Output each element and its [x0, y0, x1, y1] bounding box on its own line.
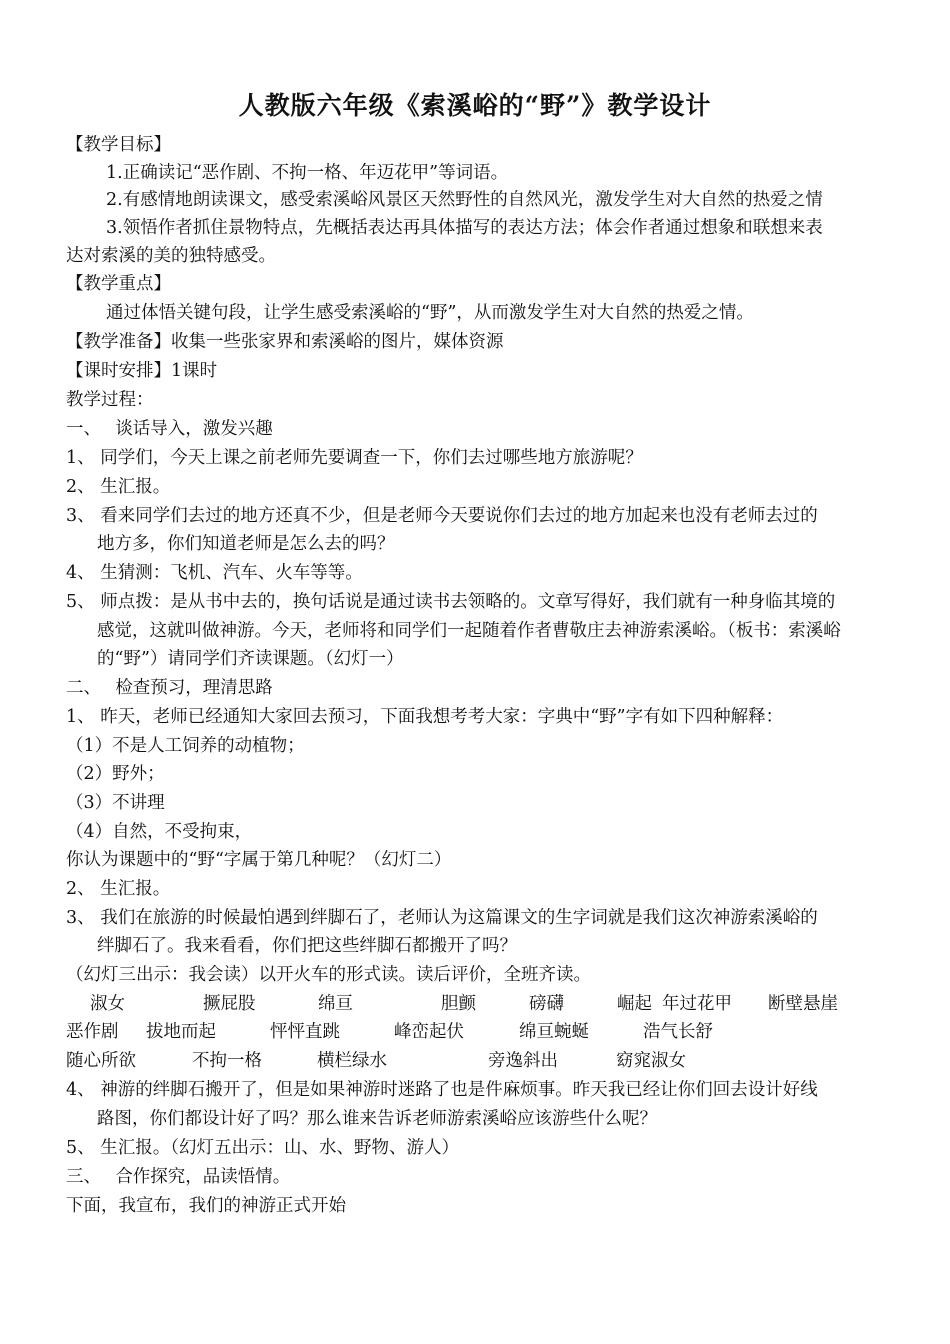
teaching-focus-text: 通过体悟关键句段，让学生感受索溪峪的“野”，从而激发学生对大自然的热爱之情。	[106, 303, 754, 323]
step-2-1: 1、 昨天，老师已经通知大家回去预习，下面我想考考大家：字典中“野”字有如下四种解释：	[66, 707, 784, 727]
vocab-word: 撅屁股	[203, 994, 256, 1014]
step-2-4-cont: 路图，你们都设计好了吗？那么谁来告诉老师游索溪峪应该游些什么呢？	[97, 1109, 657, 1129]
definition-4: （4）自然，不受拘束，	[66, 822, 253, 842]
definition-1: （1）不是人工饲养的动植物；	[66, 736, 305, 756]
step-2-3: 3、 我们在旅游的时候最怕遇到绊脚石了，老师认为这篇课文的生字词就是我们这次神游索溪峪的	[66, 908, 818, 928]
vocab-word: 旁逸斜出	[488, 1051, 558, 1071]
step-2-2: 2、 生汇报。	[66, 879, 171, 899]
heading-teaching-goals: 【教学目标】	[66, 135, 171, 155]
vocab-word: 怦怦直跳	[270, 1022, 340, 1042]
goal-2: 2.有感情地朗读课文，感受索溪峪风景区天然野性的自然风光，激发学生对大自然的热爱之情	[106, 190, 823, 210]
vocab-word: 恶作剧	[66, 1022, 119, 1042]
vocab-word: 绵亘蜿蜒	[519, 1022, 589, 1042]
document-title: 人教版六年级《索溪峪的“野”》教学设计	[238, 91, 712, 120]
vocab-word: 淑女	[90, 994, 125, 1014]
vocab-word: 浩气长舒	[643, 1022, 713, 1042]
class-schedule: 【课时安排】1课时	[66, 361, 218, 381]
step-1-5: 5、 师点拨：是从书中去的，换句话说是通过读书去领略的。文章写得好，我们就有一种身临其境的	[66, 592, 836, 612]
step-1-5-cont-b: 的“野”）请同学们齐读课题。（幻灯一）	[97, 649, 404, 669]
vocab-word: 横栏绿水	[317, 1051, 387, 1071]
slide-3-instruction: （幻灯三出示：我会读）以开火车的形式读。读后评价，全班齐读。	[66, 965, 591, 985]
question-line: 你认为课题中的“野“字属于第几种呢？（幻灯二）	[66, 850, 452, 870]
vocab-word: 磅礴	[529, 994, 564, 1014]
section-1-heading: 一、 谈话导入，激发兴趣	[66, 419, 273, 439]
step-1-2: 2、 生汇报。	[66, 477, 171, 497]
teaching-process-heading: 教学过程：	[66, 390, 154, 410]
definition-3: （3）不讲理	[66, 793, 165, 813]
goal-3: 3.领悟作者抓住景物特点，先概括表达再具体描写的表达方法；体会作者通过想象和联想来表	[106, 218, 823, 238]
step-2-4: 4、 神游的绊脚石搬开了，但是如果神游时迷路了也是件麻烦事。昨天我已经让你们回去设计好线	[66, 1080, 818, 1100]
vocab-word: 窈窕淑女	[616, 1051, 686, 1071]
vocab-word: 峰峦起伏	[394, 1022, 464, 1042]
step-1-5-cont-a: 感觉，这就叫做神游。今天，老师将和同学们一起随着作者曹敬庄去神游索溪峪。（板书：索溪峪	[97, 621, 841, 641]
step-1-4: 4、 生猜测：飞机、汽车、火车等等。	[66, 563, 363, 583]
vocab-word: 随心所欲	[66, 1051, 136, 1071]
heading-teaching-focus: 【教学重点】	[66, 274, 171, 294]
vocab-word: 崛起	[617, 994, 652, 1014]
step-1-3: 3、 看来同学们去过的地方还真不少，但是老师今天要说你们去过的地方加起来也没有老师去过的	[66, 506, 818, 526]
section-2-heading: 二、 检查预习，理清思路	[66, 678, 273, 698]
vocab-word: 拔地而起	[146, 1022, 216, 1042]
goal-3-cont: 达对索溪的美的独特感受。	[66, 246, 276, 266]
step-1-1: 1、 同学们，今天上课之前老师先要调查一下，你们去过哪些地方旅游呢？	[66, 448, 643, 468]
step-1-3-cont: 地方多，你们知道老师是怎么去的吗？	[97, 534, 395, 554]
vocab-word: 胆颤	[441, 994, 476, 1014]
step-2-5: 5、 生汇报。（幻灯五出示：山、水、野物、游人）	[66, 1138, 459, 1158]
goal-1: 1.正确读记“恶作剧、不拘一格、年迈花甲”等词语。	[106, 163, 509, 183]
vocab-word: 不拘一格	[192, 1051, 262, 1071]
teaching-preparation: 【教学准备】收集一些张家界和索溪峪的图片，媒体资源	[66, 332, 504, 352]
definition-2: （2）野外；	[66, 764, 165, 784]
section-3-heading: 三、 合作探究，品读悟情。	[66, 1167, 291, 1187]
vocab-word: 断壁悬崖	[768, 994, 838, 1014]
closing-line: 下面，我宣布，我们的神游正式开始	[66, 1196, 346, 1216]
step-2-3-cont: 绊脚石了。我来看看，你们把这些绊脚石都搬开了吗？	[97, 936, 517, 956]
vocab-word: 绵亘	[318, 994, 353, 1014]
vocab-word: 年过花甲	[662, 994, 732, 1014]
